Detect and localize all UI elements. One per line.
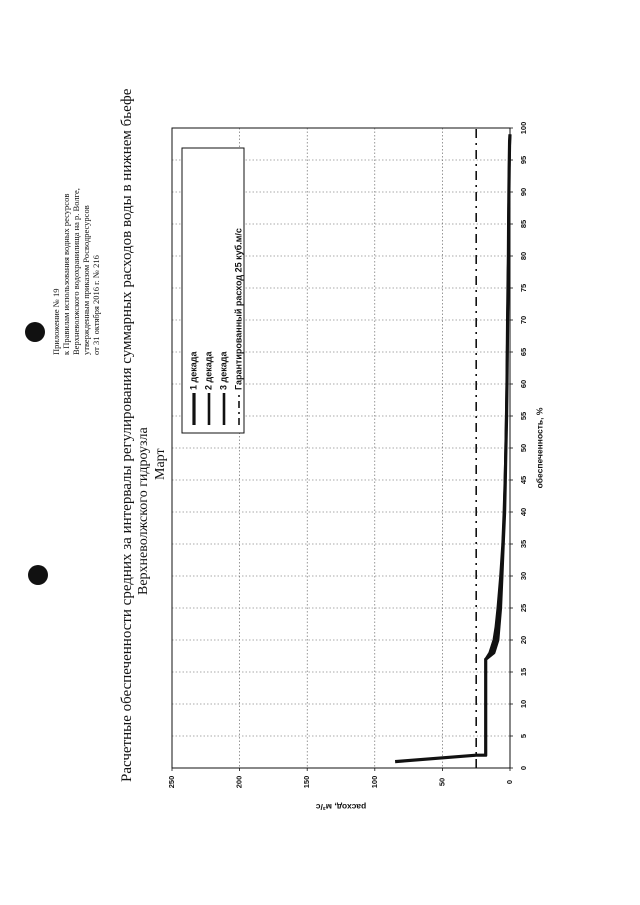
y-tick-label: 50 bbox=[437, 777, 447, 787]
appendix-line-2: к Правилам использования водных ресурсов bbox=[61, 193, 71, 355]
appendix-line-3: Верхневолжского водохранилища на р. Волге, bbox=[71, 188, 81, 355]
legend-label: 2 декада bbox=[203, 351, 214, 390]
series-line-3 bbox=[486, 134, 510, 659]
x-tick-label: 0 bbox=[518, 765, 528, 771]
chart-title: Расчетные обеспеченности средних за интервалы регулирования суммарных расходов воды в нижнем бьефе bbox=[119, 88, 135, 782]
chart-month: Март bbox=[153, 448, 168, 480]
x-tick-label: 55 bbox=[518, 411, 528, 421]
appendix-line-5: от 31 октября 2016 г. № 216 bbox=[91, 255, 101, 355]
x-tick-label: 75 bbox=[518, 283, 528, 293]
x-tick-label: 5 bbox=[518, 733, 528, 739]
x-axis-title: обеспеченность, % bbox=[534, 407, 545, 489]
x-tick-label: 65 bbox=[518, 347, 528, 357]
legend-label: 3 декада bbox=[218, 351, 229, 390]
appendix-line-1: Приложение № 19 bbox=[51, 288, 61, 355]
x-tick-label: 60 bbox=[518, 379, 528, 389]
appendix-line-4: утвержденным приказом Росводресурсов bbox=[81, 205, 91, 355]
y-tick-label: 100 bbox=[369, 775, 379, 789]
y-tick-label: 200 bbox=[234, 775, 244, 789]
y-tick-label: 250 bbox=[166, 775, 176, 789]
x-tick-label: 50 bbox=[518, 443, 528, 453]
x-tick-label: 15 bbox=[518, 667, 528, 677]
x-tick-label: 10 bbox=[518, 699, 528, 709]
y-axis-title: расход, м³/с bbox=[315, 801, 367, 812]
x-tick-label: 20 bbox=[518, 635, 528, 645]
x-tick-label: 35 bbox=[518, 539, 528, 549]
x-tick-label: 85 bbox=[518, 219, 528, 229]
x-tick-label: 30 bbox=[518, 571, 528, 581]
x-tick-label: 40 bbox=[518, 507, 528, 517]
x-tick-label: 95 bbox=[518, 155, 528, 165]
chart-subtitle: Верхневолжского гидроузла bbox=[136, 427, 151, 595]
x-tick-label: 90 bbox=[518, 187, 528, 197]
x-tick-label: 70 bbox=[518, 315, 528, 325]
y-tick-label: 150 bbox=[302, 775, 312, 789]
y-tick-label: 0 bbox=[504, 779, 514, 785]
x-tick-label: 80 bbox=[518, 251, 528, 261]
legend bbox=[182, 148, 244, 433]
legend-label: 1 декада bbox=[188, 351, 199, 390]
x-tick-label: 100 bbox=[518, 121, 528, 135]
legend-label: Гарантированный расход 25 куб.м/с bbox=[233, 228, 244, 390]
x-tick-label: 45 bbox=[518, 475, 528, 485]
x-tick-label: 25 bbox=[518, 603, 528, 613]
